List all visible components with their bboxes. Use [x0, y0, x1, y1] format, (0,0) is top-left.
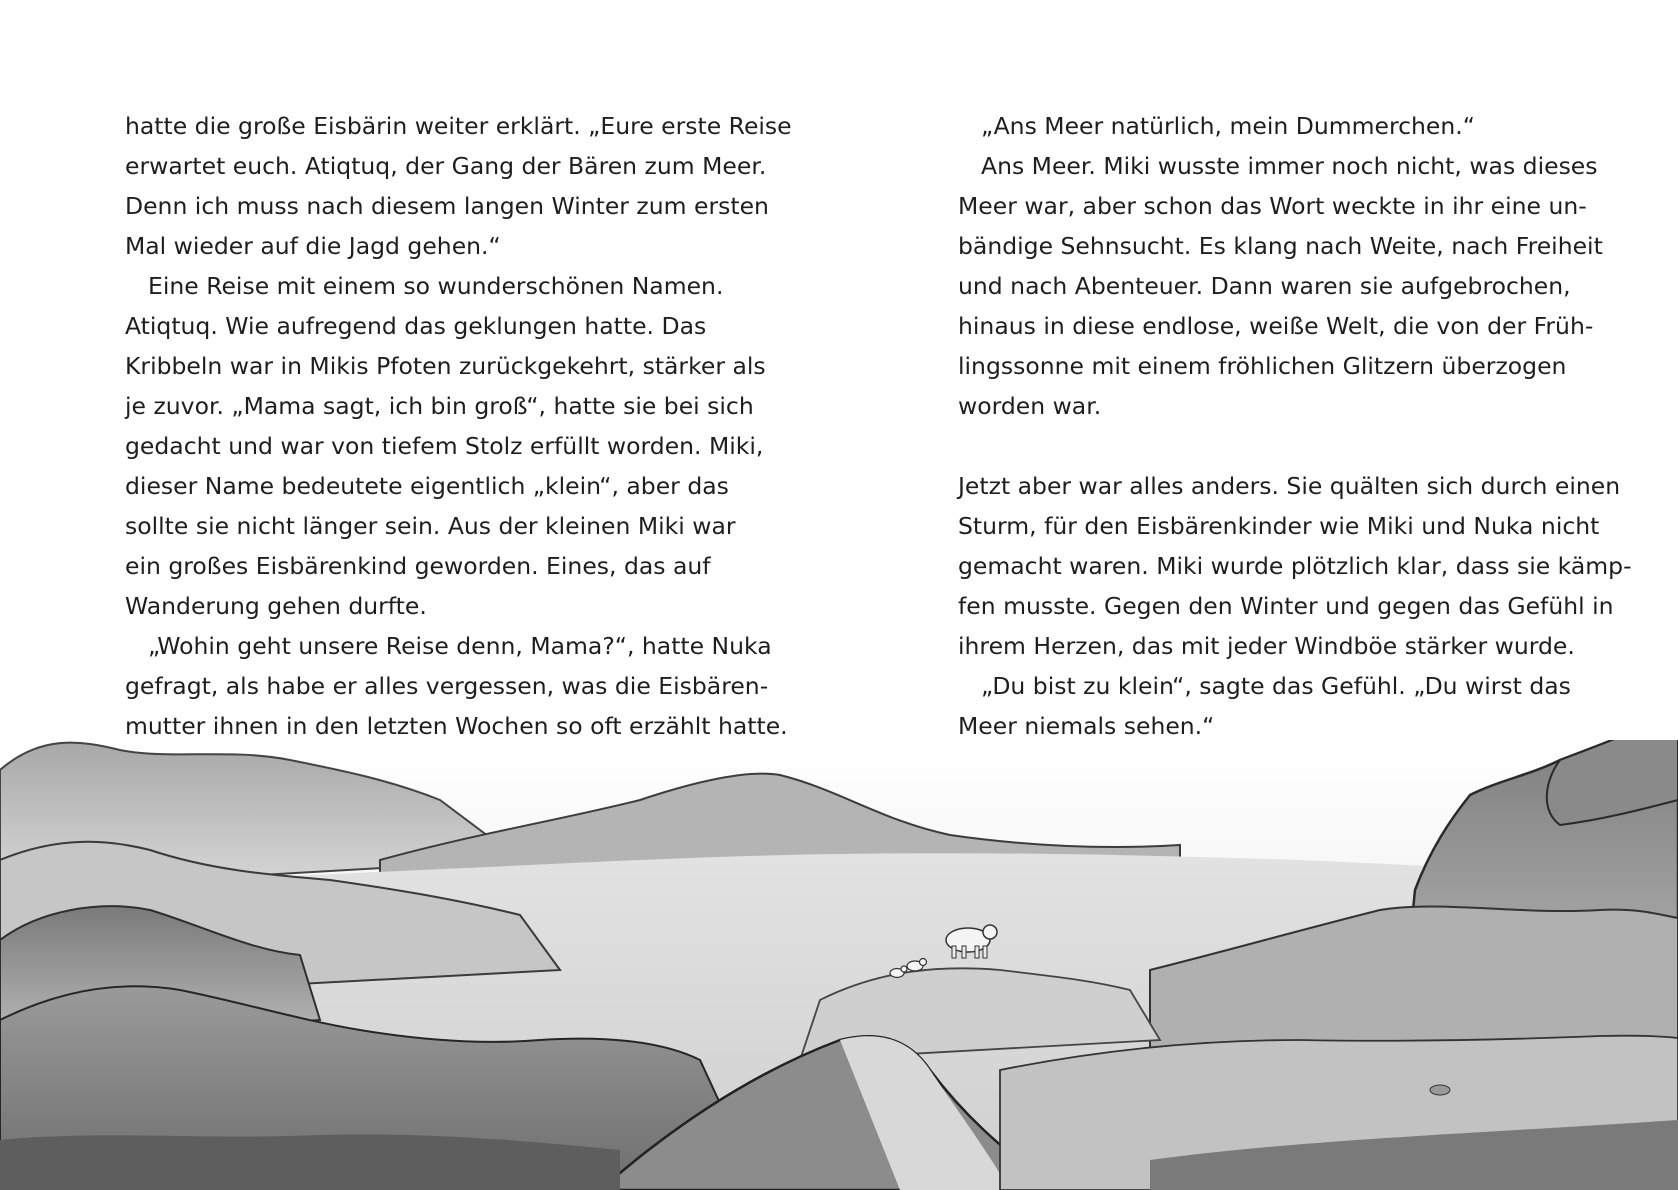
text-line: hinaus in diese endlose, weiße Welt, die von der Früh- [958, 312, 1594, 340]
text-line: Mal wieder auf die Jagd gehen.“ [125, 232, 501, 260]
text-line: Eine Reise mit einem so wunderschönen Namen. [148, 272, 724, 300]
text-line: Kribbeln war in Mikis Pfoten zurückgekehrt, stärker als [125, 352, 766, 380]
text-line: je zuvor. „Mama sagt, ich bin groß“, hatte sie bei sich [125, 392, 754, 420]
left-page-text [125, 106, 792, 746]
foreground-dark-base [0, 1134, 620, 1190]
text-line: gefragt, als habe er alles vergessen, was die Eisbären- [125, 672, 769, 700]
text-line: ihrem Herzen, das mit jeder Windböe stärker wurde. [958, 632, 1575, 660]
text-line: ein großes Eisbärenkind geworden. Eines, das auf [125, 552, 711, 580]
text-line: und nach Abenteuer. Dann waren sie aufgebrochen, [958, 272, 1571, 300]
text-line: hatte die große Eisbärin weiter erklärt. „Eure erste Reise [125, 112, 792, 140]
text-line: Meer war, aber schon das Wort weckte in ihr eine un- [958, 192, 1587, 220]
text-line: Wanderung gehen durfte. [125, 592, 427, 620]
text-line: sollte sie nicht länger sein. Aus der kleinen Miki war [125, 512, 736, 540]
text-line: mutter ihnen in den letzten Wochen so oft erzählt hatte. [125, 712, 788, 740]
text-line: gedacht und war von tiefem Stolz erfüllt worden. Miki, [125, 432, 764, 460]
text-line: Sturm, für den Eisbärenkinder wie Miki und Nuka nicht [958, 512, 1600, 540]
paragraph-gap [958, 426, 1598, 466]
text-line: erwartet euch. Atiqtuq, der Gang der Bären zum Meer. [125, 152, 767, 180]
text-line: Ans Meer. Miki wusste immer noch nicht, was dieses [981, 152, 1598, 180]
text-line: lingssonne mit einem fröhlichen Glitzern überzogen [958, 352, 1567, 380]
right-page-text [958, 106, 1632, 746]
small-rock [1430, 1085, 1450, 1095]
text-line: Denn ich muss nach diesem langen Winter zum ersten [125, 192, 769, 220]
text-line: Meer niemals sehen.“ [958, 712, 1215, 740]
text-line: Jetzt aber war alles anders. Sie quälten sich durch einen [958, 472, 1621, 500]
text-line: „Ans Meer natürlich, mein Dummerchen.“ [981, 112, 1475, 140]
text-line: dieser Name bedeutete eigentlich „klein“, aber das [125, 472, 729, 500]
text-line: gemacht waren. Miki wurde plötzlich klar, dass sie kämp- [958, 552, 1632, 580]
text-line: Atiqtuq. Wie aufregend das geklungen hatte. Das [125, 312, 707, 340]
text-line: fen musste. Gegen den Winter und gegen das Gefühl in [958, 592, 1614, 620]
arctic-landscape-illustration [0, 740, 1678, 1190]
text-line: „Wohin geht unsere Reise denn, Mama?“, hatte Nuka [148, 632, 772, 660]
text-line: „Du bist zu klein“, sagte das Gefühl. „Du wirst das [981, 672, 1571, 700]
text-line: worden war. [958, 392, 1102, 420]
text-line: bändige Sehnsucht. Es klang nach Weite, nach Freiheit [958, 232, 1603, 260]
